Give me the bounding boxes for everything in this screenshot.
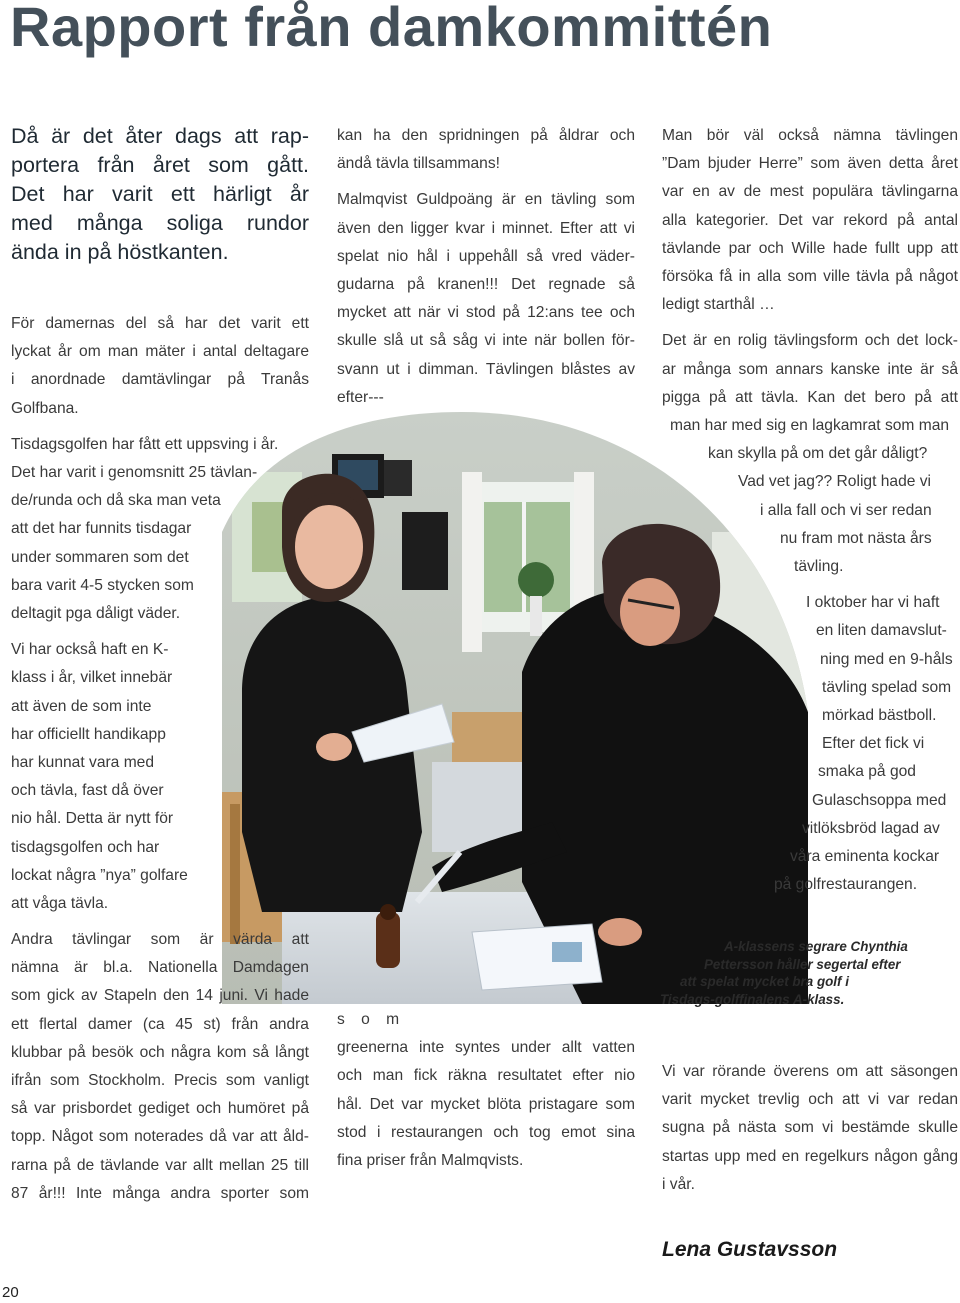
text-line: smaka på god xyxy=(818,763,916,781)
lead-line: med många soliga rundor xyxy=(11,211,309,235)
text-line: Det är en rolig tävlingsform och det lock- xyxy=(662,332,958,350)
caption-line: A-klassens segrare Chynthia xyxy=(724,939,908,954)
text-line: mörkad bästboll. xyxy=(822,707,937,725)
text-line: tävling. xyxy=(794,558,844,576)
text-line-spacer xyxy=(11,628,309,636)
text-line: sugna på nästa som vi bestämde skulle xyxy=(662,1119,958,1137)
text-line: en liten damavslut- xyxy=(816,622,947,640)
article-title: Rapport från damkommittén xyxy=(10,0,773,58)
text-line: ”Dam bjuder Herre” som även detta året xyxy=(662,155,958,173)
text-line: I oktober har vi haft xyxy=(806,594,940,612)
column-3-bottom xyxy=(662,1058,958,1199)
text-line: lockat några ”nya” golfare xyxy=(11,866,188,884)
text-line: s o m xyxy=(337,1011,406,1028)
text-line: nio hål. Detta är nytt för xyxy=(11,810,174,828)
text-line: ledigt starthål … xyxy=(662,296,775,314)
text-line: Golfbana. xyxy=(11,399,79,417)
text-line: Malmqvist Guldpoäng är en tävling som xyxy=(337,191,635,209)
text-line: deltagit pga dåligt väder. xyxy=(11,605,181,623)
column-1-top xyxy=(11,310,309,918)
text-line: svann ut i dimman. Tävlingen blåstes av xyxy=(337,360,635,378)
text-line: gudarna på kranen!!! Det regnade så xyxy=(337,276,635,294)
text-line: hål. Det var mycket blöta pristagare som xyxy=(337,1095,635,1113)
text-line: kan skylla på om det går dåligt? xyxy=(708,445,928,463)
text-line: tävling spelad som xyxy=(822,678,952,696)
page-number: 20 xyxy=(2,1284,19,1301)
text-line: kan ha den spridningen på åldrar och xyxy=(337,127,635,144)
text-line: mycket att när vi stod på 12:ans tee och xyxy=(337,304,635,322)
text-line: 87 år!!! Inte många andra sporter som xyxy=(11,1184,309,1202)
text-line: klubbar på besök och några kom så långt xyxy=(11,1043,309,1061)
text-line: Vi var rörande överens om att säsongen xyxy=(662,1063,958,1080)
text-line: att det har funnits tisdagar xyxy=(11,520,192,538)
text-line: pigga på att tävla. Kan det bero på att xyxy=(662,388,958,406)
text-line: nämna är bl.a. Nationella Damdagen xyxy=(11,959,309,977)
text-line: tävlande par och Wille hade fullt upp att xyxy=(662,239,958,257)
author-signature: Lena Gustavsson xyxy=(662,1238,838,1261)
text-line: spelat nio hål i uppehåll så vred väder- xyxy=(337,247,635,265)
text-line: ifrån som Stockholm. Precis som vanligt xyxy=(11,1072,309,1090)
text-line: tisdagsgolfen och har xyxy=(11,838,160,856)
column-1-bottom xyxy=(11,926,309,1208)
text-line: vitlöksbröd lagad av xyxy=(802,819,940,837)
text-line: under sommaren som det xyxy=(11,548,189,566)
text-line: Tisdagsgolfen har fått ett uppsving i år. xyxy=(11,435,279,453)
text-line: Andra tävlingar som är värda att xyxy=(11,931,309,948)
text-line: ar många som annars kanske inte är så xyxy=(662,360,958,378)
photo-caption xyxy=(660,938,960,1008)
text-line: lyckat år om man mäter i antal deltagare xyxy=(11,343,309,361)
text-line: För damernas del så har det varit ett xyxy=(11,315,309,332)
text-line: bara varit 4-5 stycken som xyxy=(11,576,194,594)
text-line-spacer xyxy=(11,423,309,431)
text-line: stod i restaurangen och tog emot sina xyxy=(337,1123,635,1141)
caption-line: Tisdags-golffinalens A-klass. xyxy=(660,991,845,1007)
text-line: som gick av Stapeln den 14 juni. Vi hade xyxy=(11,987,309,1005)
text-line: i anordnade damtävlingar på Tranås xyxy=(11,371,309,389)
text-line: varit mycket trevlig och att vi var redan xyxy=(662,1091,958,1109)
text-line: skulle slå ut så såg vi inte när bollen för- xyxy=(337,332,635,350)
text-line: på golfrestaurangen. xyxy=(774,876,918,894)
text-line: försöka få in alla som ville tävla på något xyxy=(662,268,958,286)
text-line: även den ligger kvar i minnet. Efter att vi xyxy=(337,219,635,237)
text-line: startas upp med en regelkurs någon gång xyxy=(662,1147,958,1165)
text-line: ett flertal damer (ca 45 st) från andra xyxy=(11,1015,309,1033)
text-line: rarna på de tävlande var allt mellan 25 till xyxy=(11,1156,309,1174)
text-line-spacer xyxy=(662,581,958,589)
text-line: att våga tävla. xyxy=(11,895,109,913)
text-line: greenerna inte syntes under allt vatten xyxy=(337,1039,635,1057)
text-line: Man bör väl också nämna tävlingen xyxy=(662,127,958,144)
text-line: topp. Något som noterades då var att åld- xyxy=(11,1128,309,1146)
text-line: att även de som inte xyxy=(11,697,152,715)
caption-line: Pettersson håller segertal efter xyxy=(704,956,901,972)
text-line: var en av de mest populära tävlingarna xyxy=(662,183,958,201)
text-line: ning med en 9-håls xyxy=(820,650,953,668)
text-line: Vad vet jag?? Roligt hade vi xyxy=(738,473,932,491)
column-3-top xyxy=(662,122,958,899)
text-line: och man fick räkna resultatet efter nio xyxy=(337,1067,635,1085)
text-line: Vi har också haft en K- xyxy=(11,641,169,659)
column-2-bottom xyxy=(337,1006,635,1175)
lead-paragraph xyxy=(11,122,309,267)
lead-line: ända in på höstkanten. xyxy=(11,240,229,264)
text-line: Det har varit i genomsnitt 25 tävlan- xyxy=(11,464,258,482)
text-line: man har med sig en lagkamrat som man xyxy=(670,417,950,435)
text-line: så var prisbordet gediget och humöret på xyxy=(11,1100,309,1118)
text-line: Gulaschsoppa med xyxy=(812,791,947,809)
text-line: alla kategorier. Det var rekord på antal xyxy=(662,211,958,229)
text-line: Efter det fick vi xyxy=(822,735,925,753)
text-line-spacer xyxy=(337,178,635,186)
text-line: ändå tävla tillsammans! xyxy=(337,155,500,173)
text-line-spacer xyxy=(662,319,958,327)
column-2-top xyxy=(337,122,635,412)
text-line: efter--- xyxy=(337,388,384,406)
lead-line: Det har varit ett härligt år xyxy=(11,182,309,206)
text-line: våra eminenta kockar xyxy=(790,848,940,866)
text-line: har kunnat vara med xyxy=(11,754,155,772)
text-line: nu fram mot nästa års xyxy=(780,529,932,547)
text-line: i vår. xyxy=(662,1175,695,1193)
text-line: klass i år, vilket innebär xyxy=(11,669,173,687)
lead-line: Då är det åter dags att rap- xyxy=(11,124,309,148)
text-line: de/runda och då ska man veta xyxy=(11,492,221,510)
caption-line: att spelat mycket bra golf i xyxy=(680,974,849,990)
text-line: i alla fall och vi ser redan xyxy=(760,501,932,519)
lead-line: portera från året som gått. xyxy=(11,153,309,177)
text-line: och tävla, fast då över xyxy=(11,782,164,800)
text-line: har officiellt handikapp xyxy=(11,725,166,743)
text-line: fina priser från Malmqvists. xyxy=(337,1152,524,1170)
